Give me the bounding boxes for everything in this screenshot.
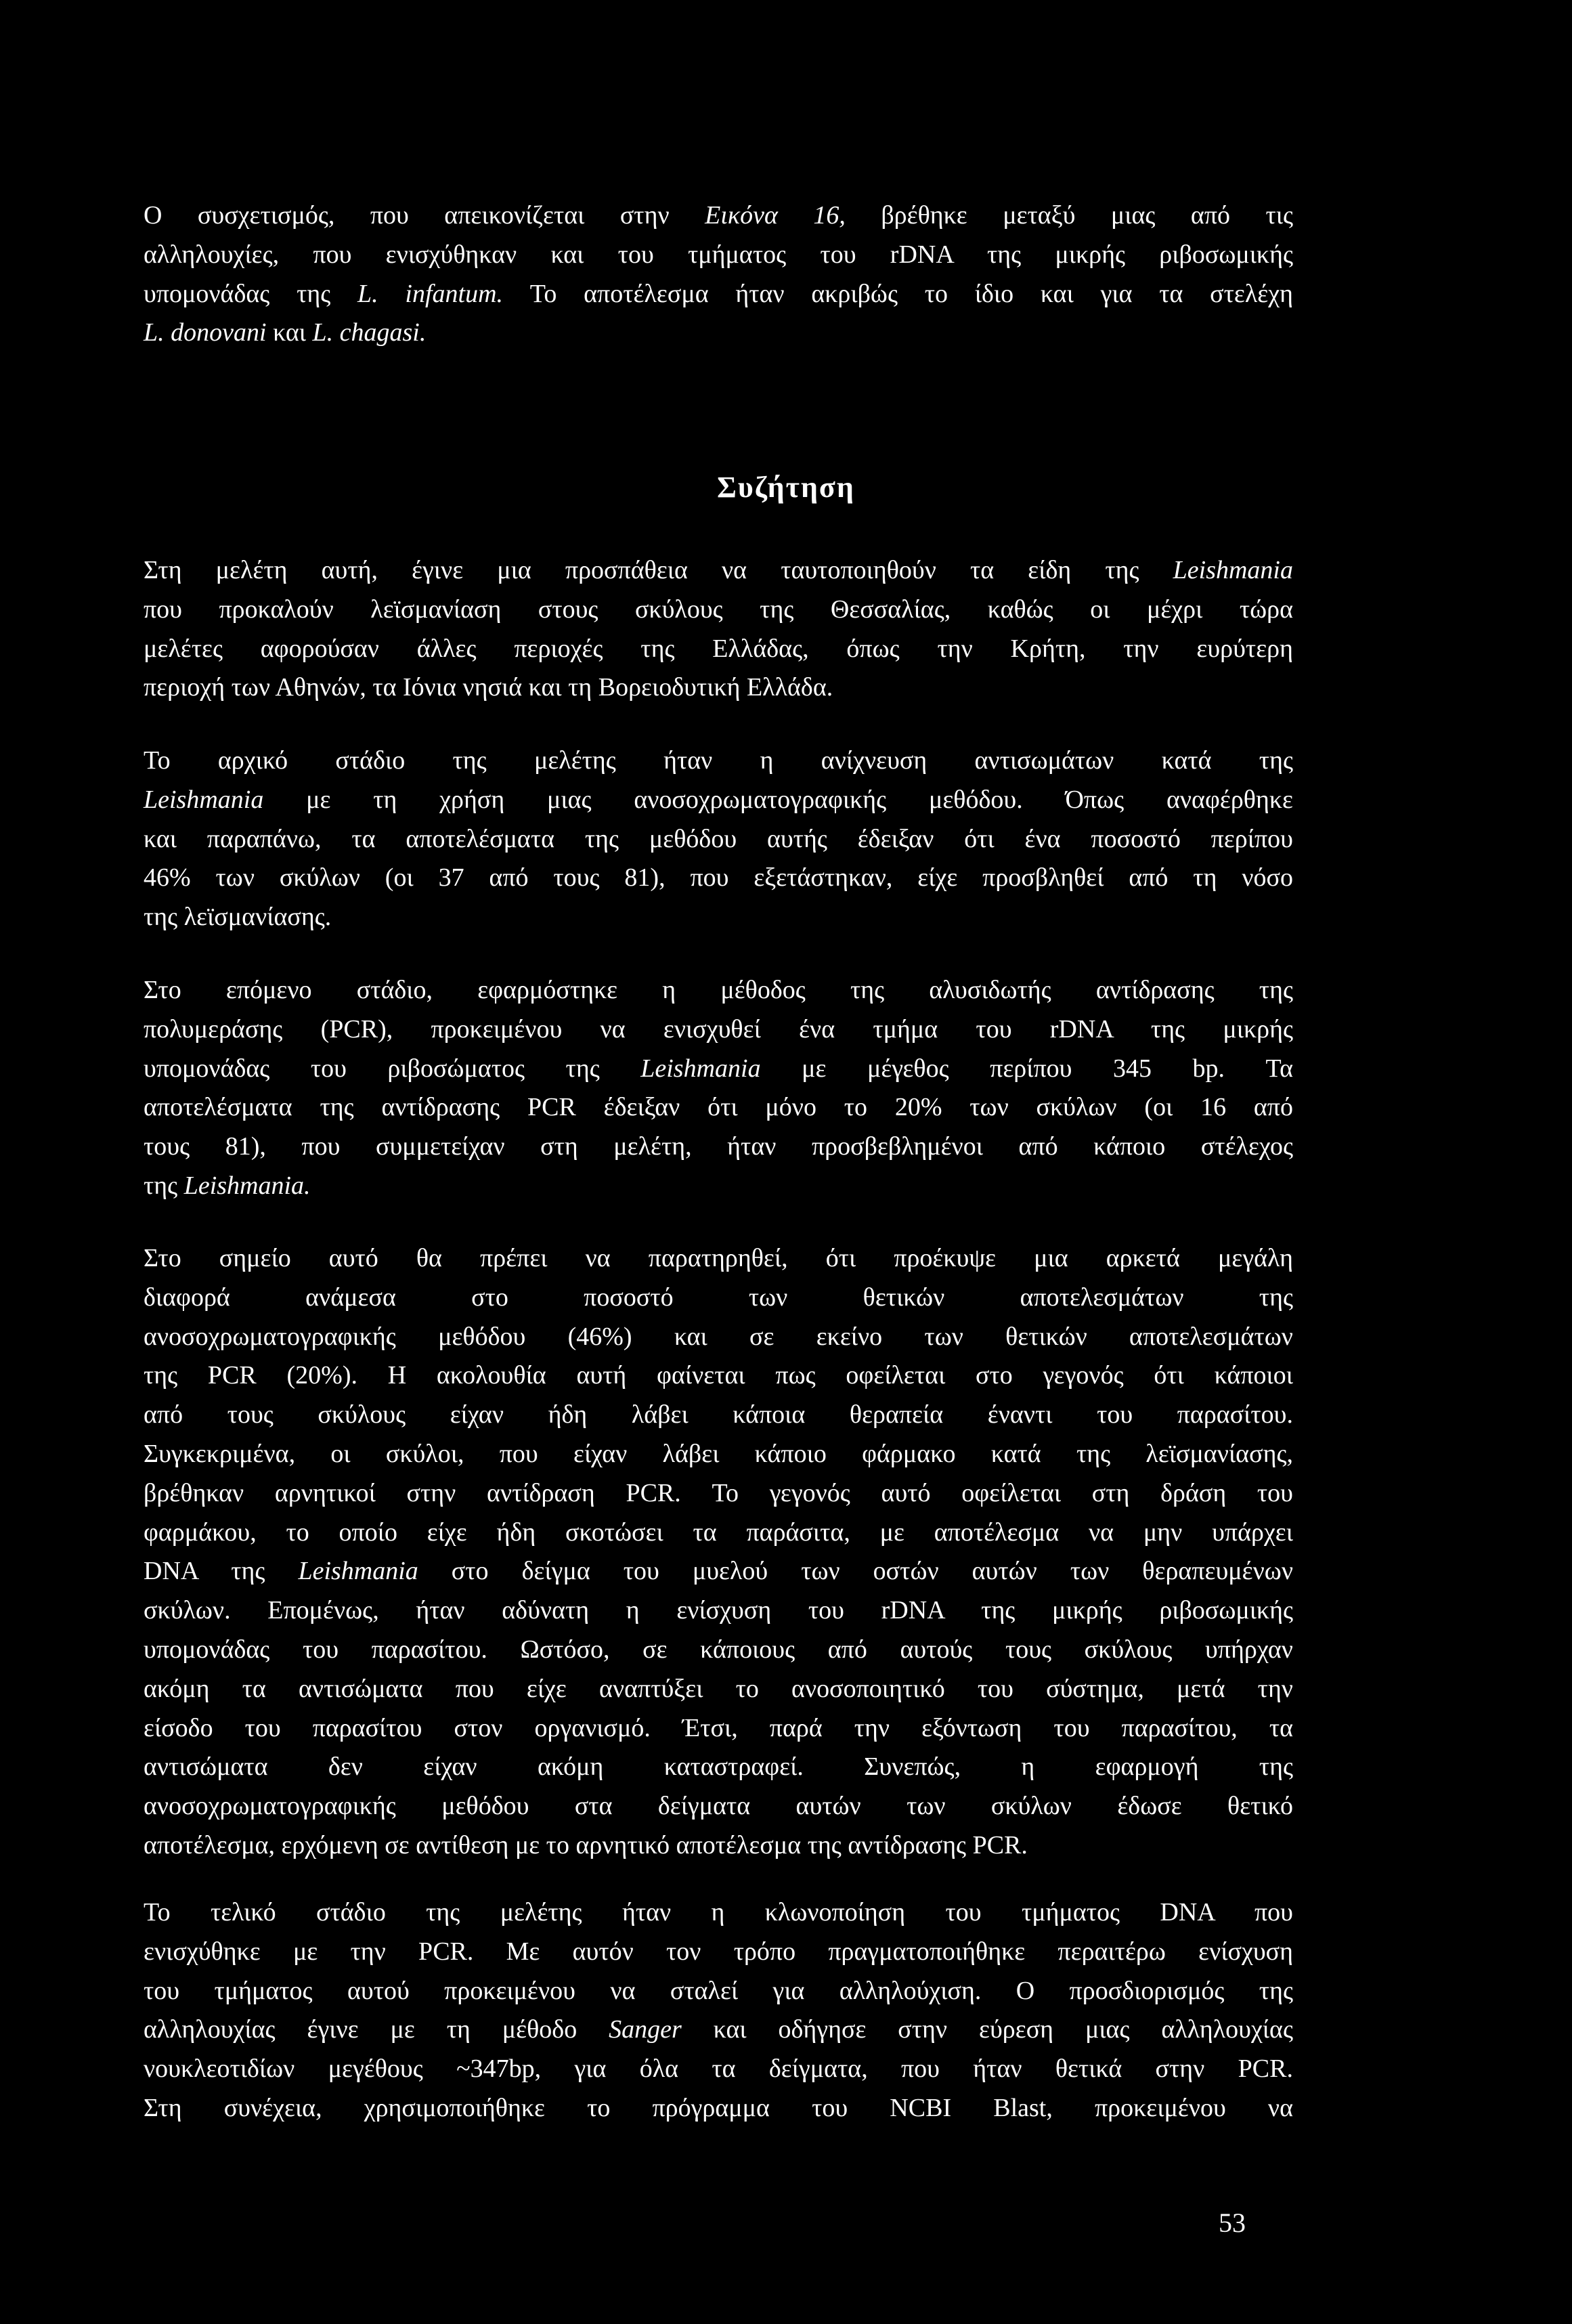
text-line: Στη μελέτη αυτή, έγινε μια προσπάθεια να ταυτοποιηθούν τα είδη της Leishmania (144, 556, 1293, 584)
text-line: από τους σκύλους είχαν ήδη λάβει κάποια θεραπεία έναντι του παρασίτου. (144, 1400, 1293, 1429)
text-line: Το τελικό στάδιο της μελέτης ήταν η κλωνοποίηση του τμήματος DNA που (144, 1898, 1293, 1927)
text-line: Στη συνέχεια, χρησιμοποιήθηκε το πρόγραμμα του NCBI Blast, προκειμένου να (144, 2093, 1293, 2122)
text-line: L. donovani και L. chagasi. (144, 318, 427, 347)
text-line: αλληλουχίες, που ενισχύθηκαν και του τμήματος του rDNA της μικρής ριβοσωμικής (144, 240, 1293, 269)
text-line: που προκαλούν λεϊσμανίαση στους σκύλους της Θεσσαλίας, καθώς οι μέχρι τώρα (144, 595, 1293, 624)
text-line: αποτελέσματα της αντίδρασης PCR έδειξαν ότι μόνο το 20% των σκύλων (οι 16 από (144, 1093, 1293, 1122)
text-line: DNA της Leishmania στο δείγμα του μυελού των οστών αυτών των θεραπευμένων (144, 1557, 1294, 1586)
section-heading: Συζήτηση (717, 471, 855, 504)
text-line: του τμήματος αυτού προκειμένου να σταλεί για αλληλούχιση. Ο προσδιορισμός της (144, 1976, 1293, 2005)
text-line: ενισχύθηκε με την PCR. Με αυτόν τον τρόπο πραγματοποιήθηκε περαιτέρω ενίσχυση (144, 1937, 1293, 1966)
text-line: τους 81), που συμμετείχαν στη μελέτη, ήταν προσβεβλημένοι από κάποιο στέλεχος (144, 1132, 1293, 1161)
text-line: Το αρχικό στάδιο της μελέτης ήταν η ανίχνευση αντισωμάτων κατά της (144, 746, 1293, 775)
paragraph-discrepancy (144, 1239, 1293, 1866)
text-line: υπομονάδας της L. infantum. Το αποτέλεσμα ήταν ακριβώς το ίδιο και για τα στελέχη (144, 279, 1294, 308)
text-line: αλληλουχίας έγινε με τη μέθοδο Sanger και οδήγησε στην εύρεση μιας αλληλουχίας (144, 2015, 1293, 2044)
text-line: ανοσοχρωματογραφικής μεθόδου στα δείγματα αυτών των σκύλων έδωσε θετικό (144, 1792, 1293, 1821)
text-line: πολυμεράσης (PCR), προκειμένου να ενισχυθεί ένα τμήμα του rDNA της μικρής (144, 1014, 1293, 1043)
text-line: μελέτες αφορούσαν άλλες περιοχές της Ελλάδας, όπως την Κρήτη, την ευρύτερη (144, 634, 1293, 663)
paragraph-correlation (144, 196, 1293, 353)
text-line: της λεϊσμανίασης. (144, 903, 332, 932)
text-line: Στο επόμενο στάδιο, εφαρμόστηκε η μέθοδος της αλυσιδωτής αντίδρασης της (144, 976, 1293, 1004)
text-line: υπομονάδας του παρασίτου. Ωστόσο, σε κάποιους από αυτούς τους σκύλους υπήρχαν (144, 1635, 1293, 1664)
text-line: ανοσοχρωματογραφικής μεθόδου (46%) και σε εκείνο των θετικών αποτελεσμάτων (144, 1322, 1293, 1351)
text-line: φαρμάκου, το οποίο είχε ήδη σκοτώσει τα παράσιτα, με αποτέλεσμα να μην υπάρχει (144, 1518, 1293, 1547)
text-line: αποτέλεσμα, ερχόμενη σε αντίθεση με το αρνητικό αποτέλεσμα της αντίδρασης PCR. (144, 1830, 1028, 1859)
text-line: νουκλεοτιδίων μεγέθους ~347bp, για όλα τα δείγματα, που ήταν θετικά στην PCR. (144, 2054, 1293, 2084)
paragraph-intro (144, 551, 1293, 708)
text-line: Συγκεκριμένα, οι σκύλοι, που είχαν λάβει κάποιο φάρμακο κατά της λεϊσμανίασης, (144, 1439, 1293, 1468)
text-line: σκύλων. Επομένως, ήταν αδύνατη η ενίσχυση του rDNA της μικρής ριβοσωμικής (144, 1596, 1293, 1625)
text-line: βρέθηκαν αρνητικοί στην αντίδραση PCR. Το γεγονός αυτό οφείλεται στη δράση του (144, 1478, 1293, 1507)
text-line: της PCR (20%). Η ακολουθία αυτή φαίνεται πως οφείλεται στο γεγονός ότι κάποιοι (144, 1361, 1293, 1390)
paragraph-antibody-detection (144, 741, 1293, 937)
text-line: είσοδο του παρασίτου στον οργανισμό. Έτσι, παρά την εξόντωση του παρασίτου, τα (144, 1713, 1293, 1742)
page-number: 53 (1219, 2208, 1246, 2238)
paragraph-cloning (144, 1893, 1293, 2128)
text-line: και παραπάνω, τα αποτελέσματα της μεθόδου αυτής έδειξαν ότι ένα ποσοστό περίπου (144, 824, 1293, 853)
text-line: 46% των σκύλων (οι 37 από τους 81), που εξετάστηκαν, είχε προσβληθεί από τη νόσο (144, 863, 1293, 892)
text-line: διαφορά ανάμεσα στο ποσοστό των θετικών αποτελεσμάτων της (144, 1283, 1293, 1312)
text-line: της Leishmania. (144, 1171, 311, 1200)
text-line: Leishmania με τη χρήση μιας ανοσοχρωματογραφικής μεθόδου. Όπως αναφέρθηκε (144, 785, 1293, 814)
paragraph-pcr (144, 971, 1293, 1206)
text-line: αντισώματα δεν είχαν ακόμη καταστραφεί. Συνεπώς, η εφαρμογή της (144, 1752, 1293, 1782)
text-line: περιοχή των Αθηνών, τα Ιόνια νησιά και τη Βορειοδυτική Ελλάδα. (144, 673, 833, 702)
text-line: Στο σημείο αυτό θα πρέπει να παρατηρηθεί, ότι προέκυψε μια αρκετά μεγάλη (144, 1244, 1293, 1272)
text-line: υπομονάδας του ριβοσώματος της Leishmania με μέγεθος περίπου 345 bp. Τα (144, 1054, 1293, 1083)
text-line: Ο συσχετισμός, που απεικονίζεται στην Εικόνα 16, βρέθηκε μεταξύ μιας από τις (144, 201, 1294, 230)
text-line: ακόμη τα αντισώματα που είχε αναπτύξει το ανοσοποιητικό του σύστημα, μετά την (144, 1674, 1293, 1703)
